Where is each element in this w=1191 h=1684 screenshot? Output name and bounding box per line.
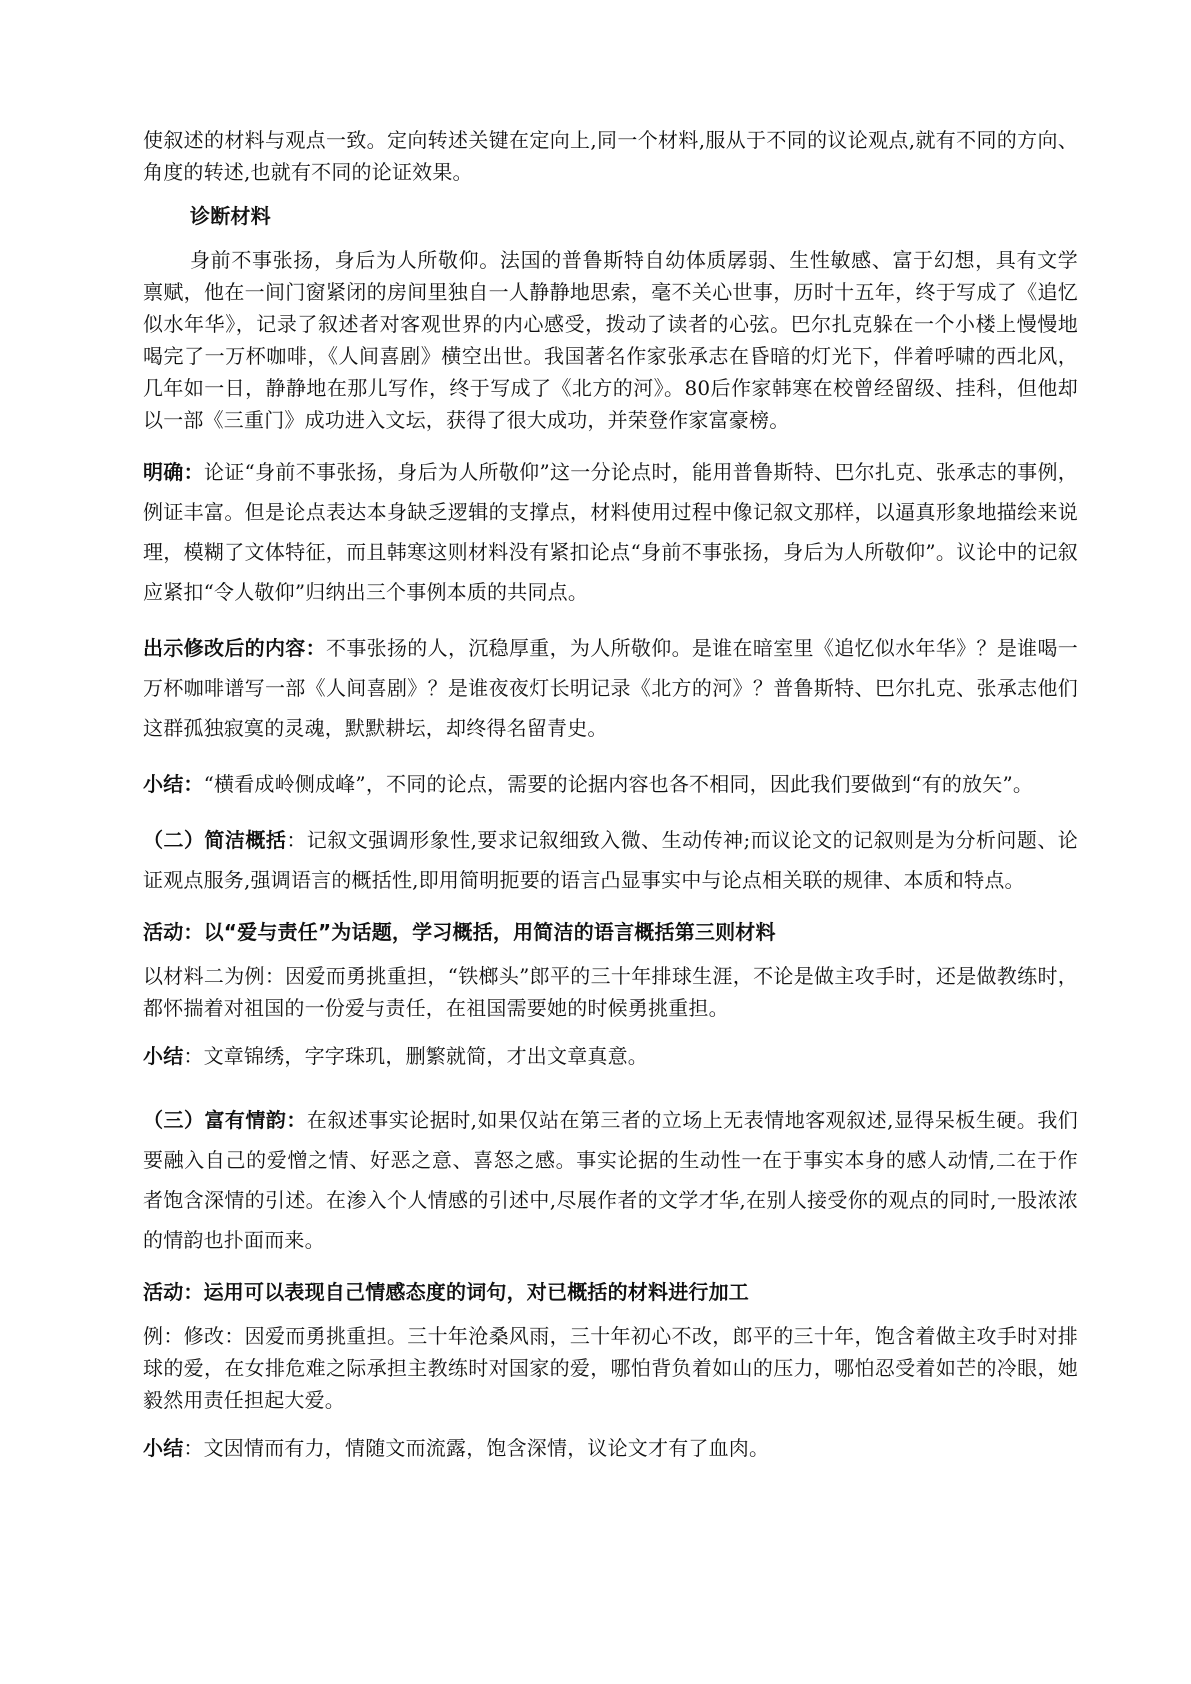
- summary-text-3: 文因情而有力，情随文而流露，饱含深情，议论文才有了血肉。: [203, 1436, 770, 1460]
- intro-paragraph: 使叙述的材料与观点一致。定向转述关键在定向上,同一个材料,服从于不同的议论观点,就有不同的方向、角度的转述,也就有不同的论证效果。: [143, 128, 1078, 184]
- summary-colon-1: ：: [183, 772, 204, 796]
- diagnose-heading: 诊断材料: [190, 204, 271, 228]
- summary-label-1: 小结: [143, 772, 184, 796]
- summary-label-2: 小结: [143, 1044, 184, 1068]
- activity-heading-2: 活动：运用可以表现自己情感态度的词句，对已概括的材料进行加工: [143, 1280, 749, 1304]
- activity-heading-1: 活动：以“爱与责任”为话题，学习概括，用简洁的语言概括第三则材料: [143, 920, 776, 944]
- summary-label-3: 小结: [143, 1436, 184, 1460]
- summary-paragraph-1: [143, 764, 1078, 804]
- revised-content-paragraph: [143, 628, 1078, 748]
- section2-text: 记叙文强调形象性,要求记叙细致入微、生动传神;而议论文的记叙则是为分析问题、论证观点服务,强调语言的概括性,即用简明扼要的语言凸显事实中与论点相关联的规律、本质和特点。: [143, 828, 1079, 892]
- document-page: [143, 124, 1078, 1464]
- section3-label: （三）富有情韵：: [143, 1108, 307, 1132]
- summary-colon-2: ：: [183, 1044, 204, 1068]
- revised-label: 出示修改后的内容: [143, 636, 306, 660]
- section-emotional-paragraph: [143, 1100, 1078, 1260]
- summary-text-1: “横看成岭侧成峰”，不同的论点，需要的论据内容也各不相同，因此我们要做到“有的放矢”。: [203, 772, 1034, 796]
- summary-paragraph-3: [143, 1432, 1078, 1464]
- revised-colon: ：: [305, 636, 326, 660]
- clarify-paragraph: [143, 452, 1078, 612]
- summary-text-2: 文章锦绣，字字珠玑，删繁就简，才出文章真意。: [203, 1044, 649, 1068]
- section2-label: （二）简洁概括: [143, 828, 287, 852]
- revised-text: 不事张扬的人，沉稳厚重，为人所敬仰。是谁在暗室里《追忆似水年华》？是谁喝一万杯咖啡谱写一部《人间喜剧》？是谁夜夜灯长明记录《北方的河》？普鲁斯特、巴尔扎克、张承志他们这群孤独寂寞的灵魂，默默耕坛，却终得名留青史。: [143, 636, 1079, 740]
- summary-paragraph-2: [143, 1040, 1078, 1072]
- section2-colon: ：: [286, 828, 307, 852]
- example-paragraph-2: 例：修改：因爱而勇挑重担。三十年沧桑风雨，三十年初心不改，郎平的三十年，饱含着做主攻手时对排球的爱，在女排危难之际承担主教练时对国家的爱，哪怕背负着如山的压力，哪怕忍受着如芒的冷眼，她毅然用责任担起大爱。: [143, 1324, 1078, 1412]
- section3-text: 在叙述事实论据时,如果仅站在第三者的立场上无表情地客观叙述,显得呆板生硬。我们要融入自己的爱憎之情、好恶之意、喜怒之感。事实论据的生动性一在于事实本身的感人动情,二在于作者饱含深情的引述。在渗入个人情感的引述中,尽展作者的文学才华,在别人接受你的观点的同时,一股浓浓的情韵也扑面而来。: [143, 1108, 1078, 1252]
- clarify-colon: ：: [183, 460, 204, 484]
- diagnose-material-paragraph: 身前不事张扬，身后为人所敬仰。法国的普鲁斯特自幼体质孱弱、生性敏感、富于幻想，具有文学禀赋，他在一间门窗紧闭的房间里独自一人静静地思索，毫不关心世事，历时十五年，终于写成了《追忆似水年华》，记录了叙述者对客观世界的内心感受，拨动了读者的心弦。巴尔扎克躲在一个小楼上慢慢地喝完了一万杯咖啡，《人间喜剧》横空出世。我国著名作家张承志在昏暗的灯光下，伴着呼啸的西北风，几年如一日，静静地在那儿写作，终于写成了《北方的河》。80后作家韩寒在校曾经留级、挂科，但他却以一部《三重门》成功进入文坛，获得了很大成功，并荣登作家富豪榜。: [143, 248, 1078, 432]
- example-paragraph-1: 以材料二为例：因爱而勇挑重担，“铁榔头”郎平的三十年排球生涯，不论是做主攻手时，还是做教练时，都怀揣着对祖国的一份爱与责任，在祖国需要她的时候勇挑重担。: [143, 964, 1078, 1020]
- clarify-label: 明确: [143, 460, 184, 484]
- clarify-text: 论证“身前不事张扬，身后为人所敬仰”这一分论点时，能用普鲁斯特、巴尔扎克、张承志的事例，例证丰富。但是论点表达本身缺乏逻辑的支撑点，材料使用过程中像记叙文那样，以逼真形象地描绘来说理，模糊了文体特征，而且韩寒这则材料没有紧扣论点“身前不事张扬，身后为人所敬仰”。议论中的记叙应紧扣“令人敬仰”归纳出三个事例本质的共同点。: [143, 460, 1078, 604]
- section-concise-summary-paragraph: [143, 820, 1078, 900]
- summary-colon-3: ：: [183, 1436, 204, 1460]
